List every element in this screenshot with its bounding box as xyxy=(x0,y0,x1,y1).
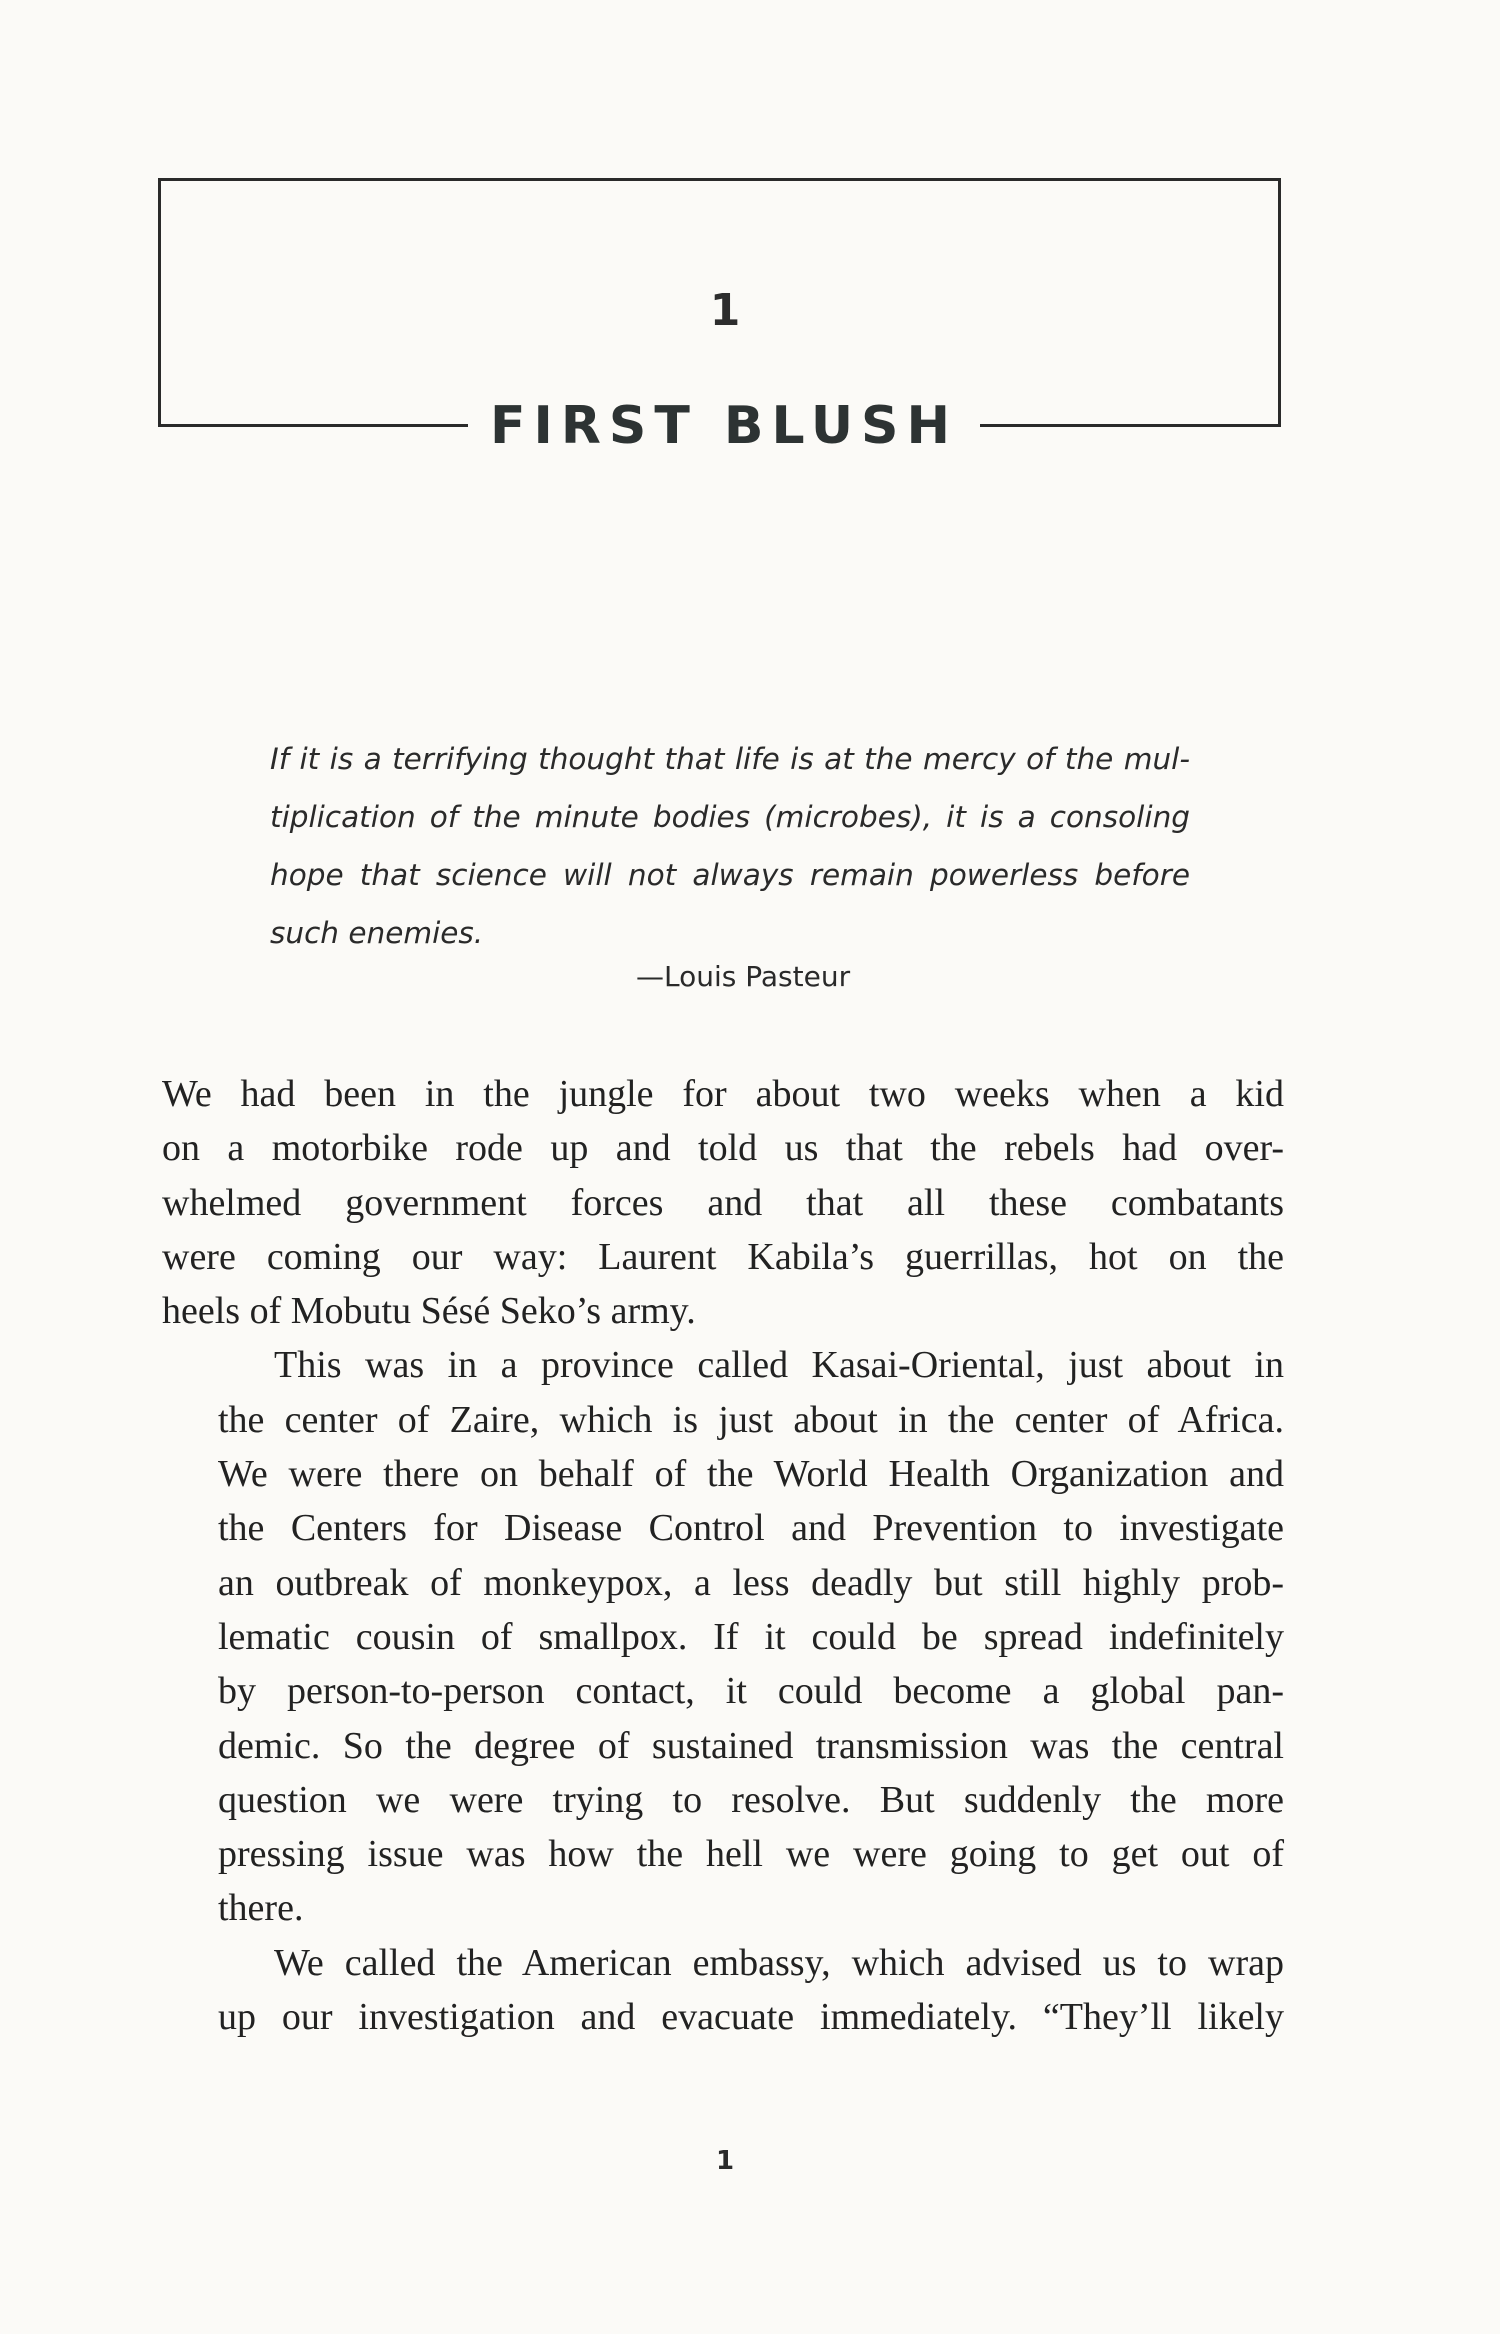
body-line: an outbreak of monkeypox, a less deadly but still highly prob- xyxy=(218,1561,1284,1604)
body-paragraph xyxy=(162,1338,1284,1935)
body-line: We were there on behalf of the World Health Organization and xyxy=(218,1453,1284,1496)
chapter-body xyxy=(162,1067,1284,2044)
page-number: 1 xyxy=(715,2146,735,2176)
body-line: question we were trying to resolve. But suddenly the more xyxy=(218,1778,1284,1821)
chapter-title-rule-left xyxy=(158,424,468,427)
body-line: there. xyxy=(218,1887,304,1930)
body-line: the center of Zaire, which is just about in the center of Africa. xyxy=(218,1398,1284,1441)
chapter-title-rule-right xyxy=(980,424,1281,427)
body-line: up our investigation and evacuate immediately. “They’ll likely xyxy=(218,1996,1284,2039)
epigraph-line: such enemies. xyxy=(270,916,484,950)
body-paragraph xyxy=(162,1936,1284,2045)
body-line: We called the American embassy, which advised us to wrap xyxy=(274,1941,1284,1984)
chapter-title: FIRST BLUSH xyxy=(489,396,959,456)
body-line: were coming our way: Laurent Kabila’s guerrillas, hot on the xyxy=(162,1235,1284,1278)
epigraph-quote xyxy=(270,730,1190,962)
body-line: pressing issue was how the hell we were going to get out of xyxy=(218,1833,1284,1876)
body-line: This was in a province called Kasai-Oriental, just about in xyxy=(274,1344,1284,1387)
epigraph xyxy=(270,730,1190,993)
epigraph-attribution: —Louis Pasteur xyxy=(636,960,851,993)
body-line: demic. So the degree of sustained transmission was the central xyxy=(218,1724,1284,1767)
body-line: heels of Mobutu Sésé Seko’s army. xyxy=(162,1290,696,1333)
epigraph-line: tiplication of the minute bodies (microbes), it is a consoling xyxy=(270,800,1190,834)
body-line: whelmed government forces and that all these combatants xyxy=(162,1181,1284,1224)
body-line: by person-to-person contact, it could become a global pan- xyxy=(218,1670,1284,1713)
body-line: the Centers for Disease Control and Prevention to investigate xyxy=(218,1507,1284,1550)
body-line: on a motorbike rode up and told us that the rebels had over- xyxy=(162,1127,1284,1170)
body-paragraph xyxy=(162,1067,1284,1338)
body-line: lematic cousin of smallpox. If it could be spread indefinitely xyxy=(218,1615,1284,1658)
body-line: We had been in the jungle for about two weeks when a kid xyxy=(162,1073,1284,1115)
epigraph-line: If it is a terrifying thought that life is at the mercy of the mul- xyxy=(270,742,1190,776)
chapter-number: 1 xyxy=(709,285,741,336)
epigraph-line: hope that science will not always remain powerless before xyxy=(270,858,1190,892)
